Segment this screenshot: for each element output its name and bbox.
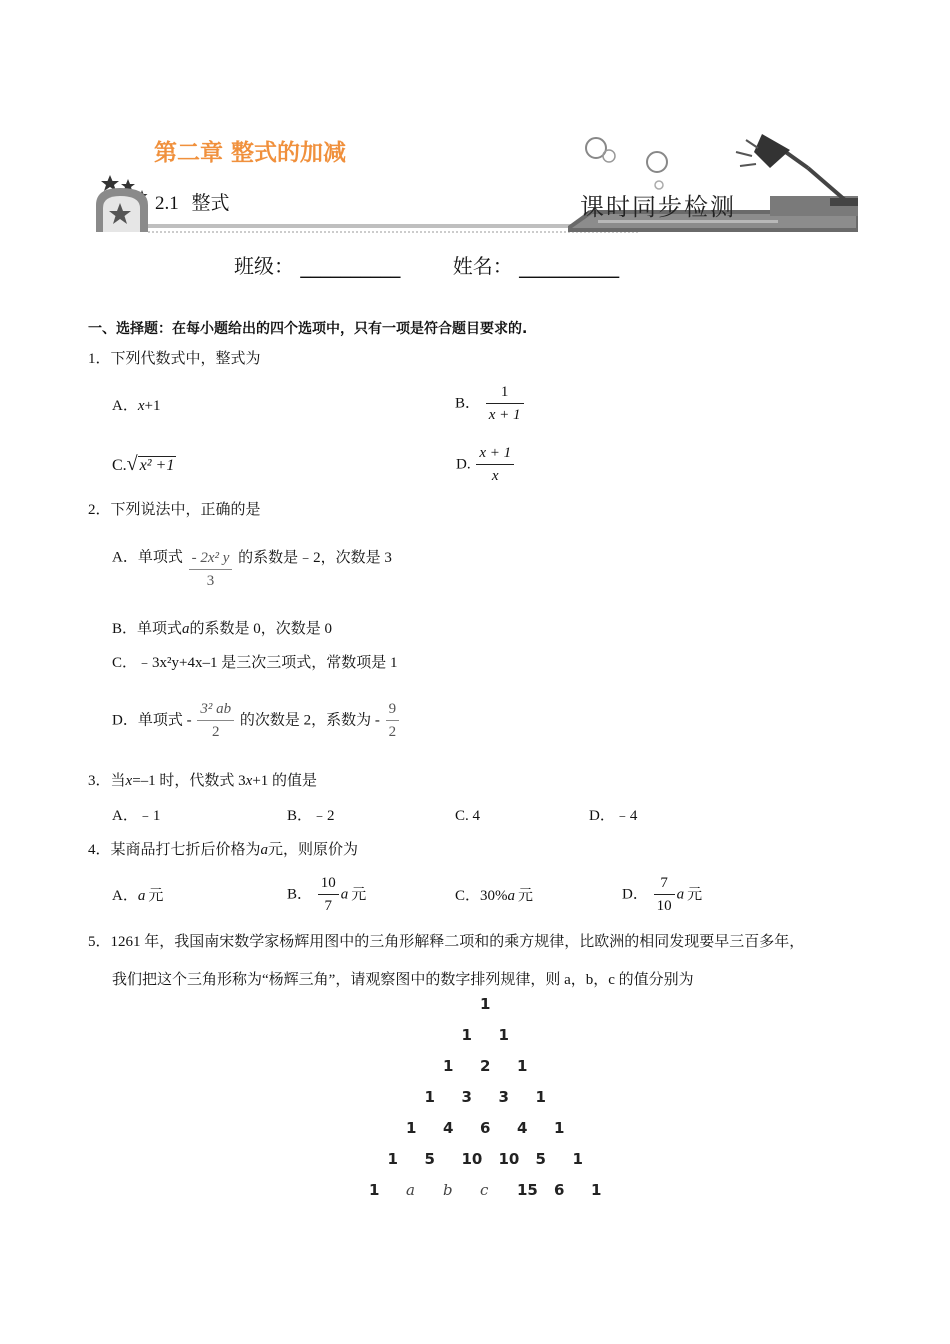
q2-option-c[interactable]: C．﹣3x²y+4x–1 是三次三项式，常数项是 1 <box>112 655 398 671</box>
stem-text: 4．某商品打七折后价格为 <box>88 842 261 858</box>
numerator: 10 <box>318 872 339 895</box>
q4-option-d[interactable] <box>622 872 702 917</box>
q2-option-b[interactable] <box>112 619 332 639</box>
fraction <box>189 547 233 592</box>
option-text: B．单项式 <box>112 621 183 637</box>
option-text: 的系数是﹣2，次数是 3 <box>238 550 392 566</box>
fraction <box>486 381 524 426</box>
stem-text: 3．当 <box>88 773 126 789</box>
triangle-entry: 1 <box>554 1119 565 1137</box>
unit: 元 <box>351 886 367 903</box>
triangle-entry: a <box>406 1181 415 1199</box>
option-label: B． <box>287 886 313 903</box>
student-info <box>234 250 619 279</box>
stem-text: 元，则原价为 <box>268 842 359 858</box>
triangle-entry: 1 <box>387 1150 398 1168</box>
q4-option-c[interactable] <box>455 886 533 906</box>
unit: 元 <box>148 888 164 904</box>
banner-text: 课时同步检测 <box>580 195 736 221</box>
q3-option-a[interactable]: A．﹣1 <box>112 808 161 824</box>
triangle-entry: 1 <box>480 995 491 1013</box>
denominator: 2 <box>211 724 220 740</box>
variable: a <box>182 621 190 637</box>
triangle-entry: 6 <box>554 1181 565 1199</box>
q3-option-d[interactable]: D．﹣4 <box>589 808 638 824</box>
variable: a <box>137 888 146 904</box>
minus-sign: - <box>186 712 192 729</box>
class-blank[interactable]: __________ <box>300 254 401 278</box>
triangle-entry: 10 <box>498 1150 520 1168</box>
q2-option-d[interactable] <box>112 698 401 743</box>
option-text: 的次数是 2，系数为 <box>239 712 372 729</box>
q3-option-c[interactable]: C. 4 <box>455 808 481 824</box>
q4-option-a[interactable] <box>112 886 163 906</box>
denominator: 2 <box>388 724 397 740</box>
denominator: x + 1 <box>488 407 521 423</box>
triangle-entry: 1 <box>461 1026 472 1044</box>
triangle-entry: 1 <box>517 1057 528 1075</box>
option-text: D．单项式 <box>112 712 183 729</box>
triangle-entry: 1 <box>535 1088 546 1106</box>
numerator: x + 1 <box>476 442 514 465</box>
numerator: 9 <box>386 698 400 721</box>
class-label: 班级： <box>234 254 294 278</box>
header-graphic <box>0 0 950 240</box>
question-5-stem-line1: 5．1261 年，我国南宋数学家杨辉用图中的三角形解释二项和的乘方规律，比欧洲的相同发现要早三百多年， <box>88 934 805 950</box>
numerator: 1 <box>486 381 524 404</box>
option-label: D. <box>456 456 471 473</box>
sqrt-icon: √ <box>126 453 138 475</box>
q1-option-a[interactable] <box>112 396 160 416</box>
triangle-entry: 1 <box>443 1057 454 1075</box>
option-text: 的系数是 0，次数是 0 <box>189 621 333 637</box>
name-blank[interactable]: __________ <box>519 254 620 278</box>
triangle-entry: 10 <box>461 1150 483 1168</box>
question-4-stem <box>88 840 358 860</box>
question-3-stem <box>88 771 317 791</box>
question-2-stem: 2．下列说法中，正确的是 <box>88 502 261 518</box>
numerator: 7 <box>654 872 675 895</box>
triangle-entry: 3 <box>498 1088 509 1106</box>
denominator: 7 <box>324 898 333 914</box>
lamp-icon <box>736 134 858 206</box>
q1-option-c[interactable] <box>112 454 176 476</box>
variable: a <box>260 842 269 858</box>
unit: 元 <box>687 886 703 903</box>
option-label: A． <box>112 398 138 414</box>
option-label: C．30% <box>455 888 508 904</box>
variable: x <box>137 398 145 414</box>
header-banner <box>0 0 950 240</box>
chapter-title: 第二章 整式的加减 <box>154 140 347 166</box>
numerator: - 2x² y <box>189 547 233 570</box>
denominator: 3 <box>206 573 215 589</box>
q2-option-a[interactable] <box>112 547 392 592</box>
q3-option-b[interactable]: B．﹣2 <box>287 808 335 824</box>
name-label: 姓名： <box>452 254 513 278</box>
triangle-entry: 2 <box>480 1057 491 1075</box>
yang-hui-triangle <box>340 995 620 1205</box>
q4-option-b[interactable] <box>287 872 366 917</box>
triangle-entry: 4 <box>443 1119 454 1137</box>
variable: x <box>245 773 253 789</box>
option-label: D． <box>622 886 648 903</box>
variable: x <box>125 773 133 789</box>
fraction <box>386 698 400 743</box>
section-title: 整式 <box>191 192 230 214</box>
section1-heading: 一、选择题：在每小题给出的四个选项中，只有一项是符合题目要求的. <box>88 321 528 337</box>
fraction <box>318 872 339 917</box>
triangle-entry: b <box>443 1181 453 1199</box>
option-text: A．单项式 <box>112 549 183 566</box>
option-label: C. <box>112 457 127 474</box>
stem-text: =–1 时，代数式 3 <box>132 773 246 789</box>
triangle-entry: 5 <box>424 1150 435 1168</box>
triangle-entry: c <box>480 1181 489 1199</box>
option-label: B． <box>455 395 481 412</box>
radicand: x² +1 <box>139 457 175 474</box>
section-heading <box>155 188 230 215</box>
variable: a <box>507 888 516 904</box>
triangle-entry: 1 <box>424 1088 435 1106</box>
triangle-entry: 1 <box>406 1119 417 1137</box>
triangle-entry: 1 <box>591 1181 602 1199</box>
numerator: 3² ab <box>197 698 234 721</box>
triangle-entry: 1 <box>369 1181 380 1199</box>
triangle-entry: 3 <box>461 1088 472 1106</box>
q1-option-b[interactable] <box>455 381 526 426</box>
triangle-entry: 5 <box>535 1150 546 1168</box>
minus-sign: - <box>374 712 380 729</box>
triangle-entry: 6 <box>480 1119 491 1137</box>
question-1-stem: 1．下列代数式中，整式为 <box>88 351 261 367</box>
q1-option-d[interactable] <box>456 442 516 487</box>
stem-text: +1 的值是 <box>252 773 318 789</box>
fraction <box>476 442 514 487</box>
fraction <box>654 872 675 917</box>
denominator: x <box>491 468 499 484</box>
variable: a <box>676 886 685 903</box>
variable: a <box>340 886 349 903</box>
triangle-entry: 1 <box>498 1026 509 1044</box>
fraction <box>197 698 234 743</box>
triangle-entry: 15 <box>517 1181 538 1199</box>
denominator: 10 <box>656 898 672 914</box>
expression: +1 <box>144 398 161 414</box>
triangle-entry: 1 <box>572 1150 583 1168</box>
triangle-entry: 4 <box>517 1119 528 1137</box>
question-5-stem-line2: 我们把这个三角形称为“杨辉三角”，请观察图中的数字排列规律，则 a，b，c 的值分别为 <box>112 972 694 988</box>
option-label: A． <box>112 888 138 904</box>
unit: 元 <box>518 888 534 904</box>
section-number: 2.1 <box>155 193 179 214</box>
